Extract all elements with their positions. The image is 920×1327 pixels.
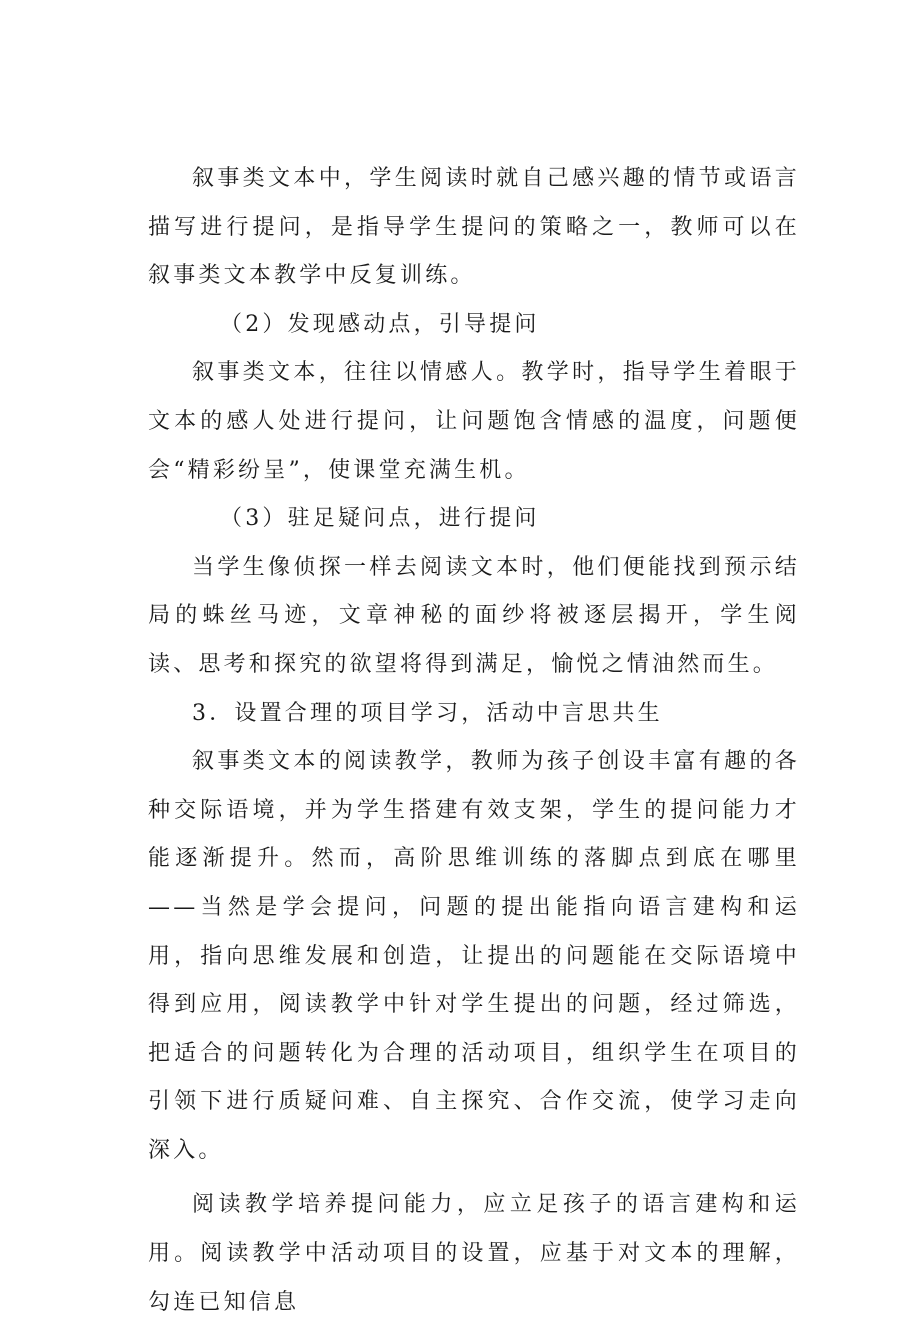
- paragraph-project-activities: 叙事类文本的阅读教学，教师为孩子创设丰富有趣的各种交际语境，并为学生搭建有效支架，学生的提问能力才能逐渐提升。然而，高阶思维训练的落脚点到底在哪里——当然是学会提问，问题的提出能指向语言建构和运用，指向思维发展和创造，让提出的问题能在交际语境中得到应用，阅读教学中针对学生提出的问题，经过筛选，把适合的问题转化为合理的活动项目，组织学生在项目的引领下进行质疑问难、自主探究、合作交流，使学习走向深入。: [148, 749, 800, 1163]
- document-body: [148, 155, 800, 1327]
- paragraph-emotion: 叙事类文本，往往以情感人。教学时，指导学生着眼于文本的感人处进行提问，让问题饱含情感的温度，问题便会“精彩纷呈”，使课堂充满生机。: [148, 360, 800, 483]
- subheading-doubt-point: （3）驻足疑问点，进行提问: [220, 506, 540, 532]
- paragraph-detective: 当学生像侦探一样去阅读文本时，他们便能找到预示结局的蛛丝马迹，文章神秘的面纱将被逐层揭开，学生阅读、思考和探究的欲望将得到满足，愉悦之情油然而生。: [148, 554, 800, 677]
- subheading-moving-point: （2）发现感动点，引导提问: [220, 311, 540, 337]
- paragraph-question-ability: 阅读教学培养提问能力，应立足孩子的语言建构和运用。阅读教学中活动项目的设置，应基于对文本的理解，勾连已知信息: [148, 1192, 800, 1315]
- heading-project-learning: 3．设置合理的项目学习，活动中言思共生: [192, 700, 663, 726]
- paragraph-narrative-interest: 叙事类文本中，学生阅读时就自己感兴趣的情节或语言描写进行提问，是指导学生提问的策略之一，教师可以在叙事类文本教学中反复训练。: [148, 166, 800, 289]
